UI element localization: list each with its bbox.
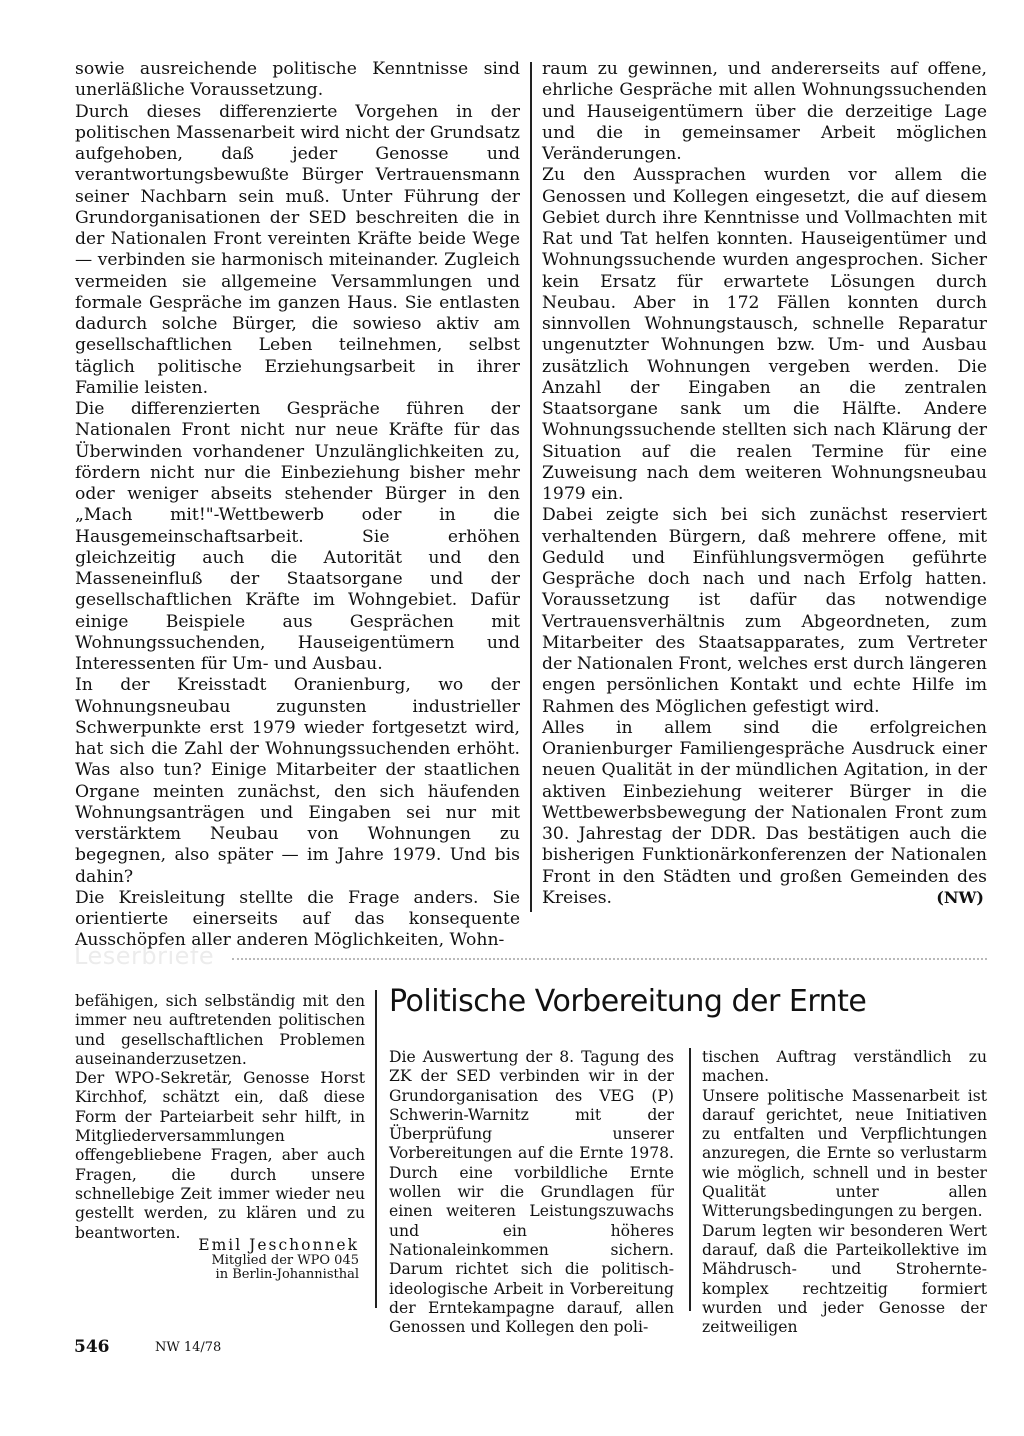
paragraph: Die Auswertung der 8. Tagung des ZK der SED verbinden wir in der Grundorganisation des VEG (P) Schwerin-Warnitz mit der Überprüfung unserer Vorbereitungen auf die Ernte 1978. Durch eine vorbildliche Ernte wollen wir die Grundlagen für einen weiteren Leistungszuwachs und ein höheres Nationaleinkommen sichern. Darum richtet sich die politisch-ideologische Arbeit in Vorbereitung der Erntekampagne darauf, allen Genossen und Kollegen den poli- xyxy=(389,1048,674,1337)
upper-left-column xyxy=(75,59,520,952)
letter-signature xyxy=(198,1236,359,1282)
paragraph: Durch dieses differenzierte Vorgehen in der politischen Massenarbeit wird nicht der Grundsatz aufgehoben, daß jeder Genosse und verantwortungsbewußte Bürger Vertrauensmann seiner Nachbarn sein muß. Unter Führung der Grundorganisationen der SED beschreiten die in der Nationalen Front vereinten Kräfte beide Wege — verbinden sie harmonisch miteinander. Zugleich vermeiden sie allgemeine Versammlungen und formale Gespräche im ganzen Haus. Sie entlasten dadurch solche Bürger, die sowieso aktiv am gesellschaftlichen Leben teilnehmen, selbst täglich politische Erziehungsarbeit in ihrer Familie leisten. xyxy=(75,101,520,398)
author-place: in Berlin-Johannisthal xyxy=(215,1267,359,1282)
paragraph: befähigen, sich selbständig mit den immer neu auftretenden politischen und gesellschaftlichen Problemen auseinanderzusetzen. xyxy=(75,992,365,1068)
paragraph: Dabei zeigte sich bei sich zunächst reserviert verhaltenden Bürgern, daß mehrere offene, mit Geduld und Einfühlungsvermögen geführte Gespräche doch nach und nach Erfolg hatten. Voraussetzung ist dafür das notwendige Vertrauensverhältnis zum Abgeordneten, zum Mitarbeiter des Staatsapparates, zum Vertreter der Nationalen Front, welches erst durch längeren engen persönlichen Kontakt und echte Hilfe im Rahmen des Möglichen gefestigt wird. xyxy=(542,505,987,717)
paragraph: In der Kreisstadt Oranienburg, wo der Wohnungsneubau zugunsten industrieller Schwerpunkte erst 1979 wieder fortgesetzt wird, hat sich die Zahl der Wohnungssuchenden erhöht. Was also tun? Einige Mitarbeiter der staatlichen Organe meinten zunächst, den sich häufenden Wohnungsanträgen und Eingaben sei nur mit verstärktem Neubau von Wohnungen zu begegnen, also später — im Jahre 1979. Und bis dahin? xyxy=(75,675,520,887)
issue-label: NW 14/78 xyxy=(155,1340,222,1355)
article-headline: Politische Vorbereitung der Ernte xyxy=(389,984,867,1019)
paragraph: Alles in allem sind die erfolgreichen Oranienburger Familiengespräche Ausdruck einer neuen Qualität in der mündlichen Agitation, in der aktiven Einbeziehung weiterer Bürger in die Wettbewerbsbewegung der Nationalen Front zum 30. Jahrestag der DDR. Das bestätigen auch die bisherigen Funktionärkonferenzen der Nationalen Front in den Städten und großen Gemeinden des Kreises. xyxy=(542,717,987,908)
paragraph: Die Kreisleitung stellte die Frage anders. Sie orientierte einerseits auf das konsequente Ausschöpfen aller anderen Möglichkeiten, Wohn- xyxy=(75,887,520,951)
page-number: 546 xyxy=(74,1337,110,1357)
author-name: Emil Jeschonnek xyxy=(198,1236,359,1254)
upper-right-column xyxy=(542,59,987,909)
article-column-2 xyxy=(702,1048,987,1337)
column-divider xyxy=(375,990,377,1308)
article-signoff: (NW) xyxy=(936,888,984,907)
paragraph: Die differenzierten Gespräche führen der Nationalen Front nicht nur neue Kräfte für das Überwinden vorhandener Unzulänglichkeiten zu, fördern nicht nur die Einbeziehung bisher mehr oder weniger abseits stehender Bürger in den „Mach mit!"-Wettbewerb oder in die Hausgemeinschaftsarbeit. Sie erhöhen gleichzeitig auch die Autorität und den Masseneinfluß der Staatsorgane und der gesellschaftlichen Kräfte im Wohngebiet. Dafür einige Beispiele aus Gesprächen mit Wohnungssuchenden, Hauseigentümern und Interessenten für Um- und Ausbau. xyxy=(75,399,520,674)
paragraph: raum zu gewinnen, und andererseits auf offene, ehrliche Gespräche mit allen Wohnungssuchenden und Hauseigentümern über die derzeitige Lage und die in gemeinsamer Arbeit möglichen Veränderungen. xyxy=(542,59,987,164)
paragraph: tischen Auftrag verständlich zu machen. xyxy=(702,1048,987,1086)
column-divider xyxy=(530,62,532,912)
section-label: Leserbriefe xyxy=(74,942,215,970)
paragraph: Unsere politische Massenarbeit ist darauf gerichtet, neue Initiativen zu entfalten und Verpflichtungen anzuregen, die Ernte so verlustarm wie möglich, schnell und in bester Qualität unter allen Witterungsbedingungen zu bergen. xyxy=(702,1086,987,1221)
paragraph: Zu den Aussprachen wurden vor allem die Genossen und Kollegen eingesetzt, die auf diesem Gebiet durch ihre Kenntnisse und Vollmachten mit Rat und Tat helfen konnten. Hauseigentümer und Wohnungssuchende wurden angesprochen. Sicher kein Ersatz für erwartete Lösungen durch Neubau. Aber in 172 Fällen konnten durch sinnvollen Wohnungstausch, schnelle Reparatur ungenutzter Wohnungen bzw. Um- und Ausbau zusätzlich Wohnungen vergeben werden. Die Anzahl der Eingaben an die zentralen Staatsorgane sank um die Hälfte. Andere Wohnungssuchende stellten sich nach Klärung der Situation auf die realen Termine für eine Zuweisung nach dem weiteren Wohnungsneubau 1979 ein. xyxy=(542,165,987,504)
paragraph: sowie ausreichende politische Kenntnisse sind unerläßliche Voraussetzung. xyxy=(75,59,520,101)
column-divider xyxy=(689,1048,691,1311)
paragraph: Darum legten wir besonderen Wert darauf, daß die Parteikollektive im Mähdrusch- und Stroherntekomplex rechtzeitig formiert wurden und jeder Genosse der zeitweiligen xyxy=(702,1221,987,1337)
letter-column xyxy=(75,992,365,1243)
section-divider xyxy=(232,958,987,960)
article-column-1 xyxy=(389,1048,674,1337)
author-role: Mitglied der WPO 045 xyxy=(211,1253,359,1268)
paragraph: Der WPO-Sekretär, Genosse Horst Kirchhof, schätzt ein, daß diese Form der Parteiarbeit sehr hilft, in Mitgliederversammlungen offengebliebene Fragen, aber auch Fragen, die durch unsere schnellebige Zeit immer wieder neu gestellt werden, zu klären und zu beantworten. xyxy=(75,1069,365,1242)
